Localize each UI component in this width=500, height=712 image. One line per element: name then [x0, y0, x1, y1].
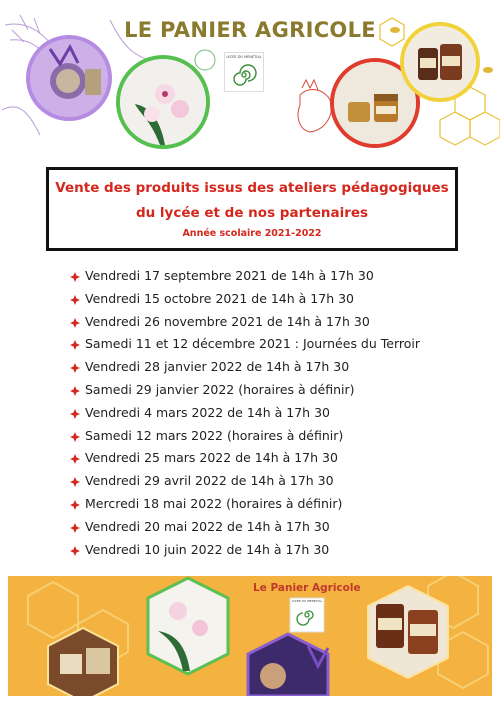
rooster-sketch-icon: [298, 80, 331, 132]
date-text: Samedi 12 mars 2022 (horaires à définir): [85, 427, 344, 443]
date-text: Mercredi 18 mai 2022 (horaires à définir): [85, 496, 343, 511]
jam-jars-photo: [400, 22, 480, 102]
date-text: Vendredi 17 septembre 2021 de 14h à 17h 30: [85, 268, 374, 283]
page-title: LE PANIER AGRICOLE: [124, 18, 376, 42]
date-text: Vendredi 20 mai 2022 de 14h à 17h 30: [85, 518, 330, 534]
orchid-photo: [116, 55, 210, 149]
spiral-logo-icon: [231, 62, 257, 88]
diamond-bullet-icon: [70, 477, 80, 487]
diamond-bullet-icon: [70, 386, 80, 396]
diamond-bullet-icon: [70, 318, 80, 328]
footer-banner: [8, 576, 492, 696]
diamond-bullet-icon: [70, 340, 80, 350]
footer-jam-photo: [368, 586, 448, 678]
lycee-logo-text: LYCÉE DU MÉNÉTIAL: [226, 55, 262, 59]
date-text: Vendredi 10 juin 2022 de 14h à 17h 30: [85, 541, 330, 557]
announcement-line-2: du lycée et de nos partenaires: [135, 205, 369, 221]
sale-announcement-box: [46, 167, 458, 251]
footer-honeycomb-icon: [8, 576, 492, 696]
diamond-bullet-icon: [70, 363, 80, 373]
footer-orchid-photo: [148, 578, 228, 674]
footer-honey-photo: [48, 628, 118, 696]
date-text: Vendredi 28 janvier 2022 de 14h à 17h 30: [85, 359, 350, 375]
diamond-bullet-icon: [70, 432, 80, 442]
lycee-logo: [224, 52, 264, 92]
date-text: Vendredi 26 novembre 2021 de 14h à 17h 30: [85, 313, 370, 329]
diamond-bullet-icon: [70, 295, 80, 305]
date-text: Vendredi 29 avril 2022 de 14h à 17h 30: [85, 473, 334, 489]
diamond-bullet-icon: [70, 523, 80, 533]
announcement-line-1: Vente des produits issus des ateliers pédagogiques: [55, 180, 449, 196]
date-text: Vendredi 25 mars 2022 de 14h à 17h 30: [85, 450, 338, 466]
lavender-products-photo: [26, 35, 112, 121]
date-text: Samedi 11 et 12 décembre 2021 : Journées du Terroir: [85, 336, 421, 352]
diamond-bullet-icon: [70, 454, 80, 464]
diamond-bullet-icon: [70, 409, 80, 419]
diamond-bullet-icon: [70, 546, 80, 556]
date-text: Samedi 29 janvier 2022 (horaires à définir): [85, 382, 355, 397]
date-text: Vendredi 15 octobre 2021 de 14h à 17h 30: [85, 290, 355, 306]
footer-lavender-photo: [248, 634, 328, 696]
date-text: Vendredi 4 mars 2022 de 14h à 17h 30: [85, 404, 330, 420]
footer-logo-icon: [290, 598, 324, 632]
school-year: Année scolaire 2021-2022: [182, 228, 322, 239]
footer-title: Le Panier Agricole: [253, 582, 361, 594]
diamond-bullet-icon: [70, 500, 80, 510]
diamond-bullet-icon: [70, 272, 80, 282]
footer-logo-text: LYCÉE DU MÉNÉTIAL: [291, 599, 323, 603]
